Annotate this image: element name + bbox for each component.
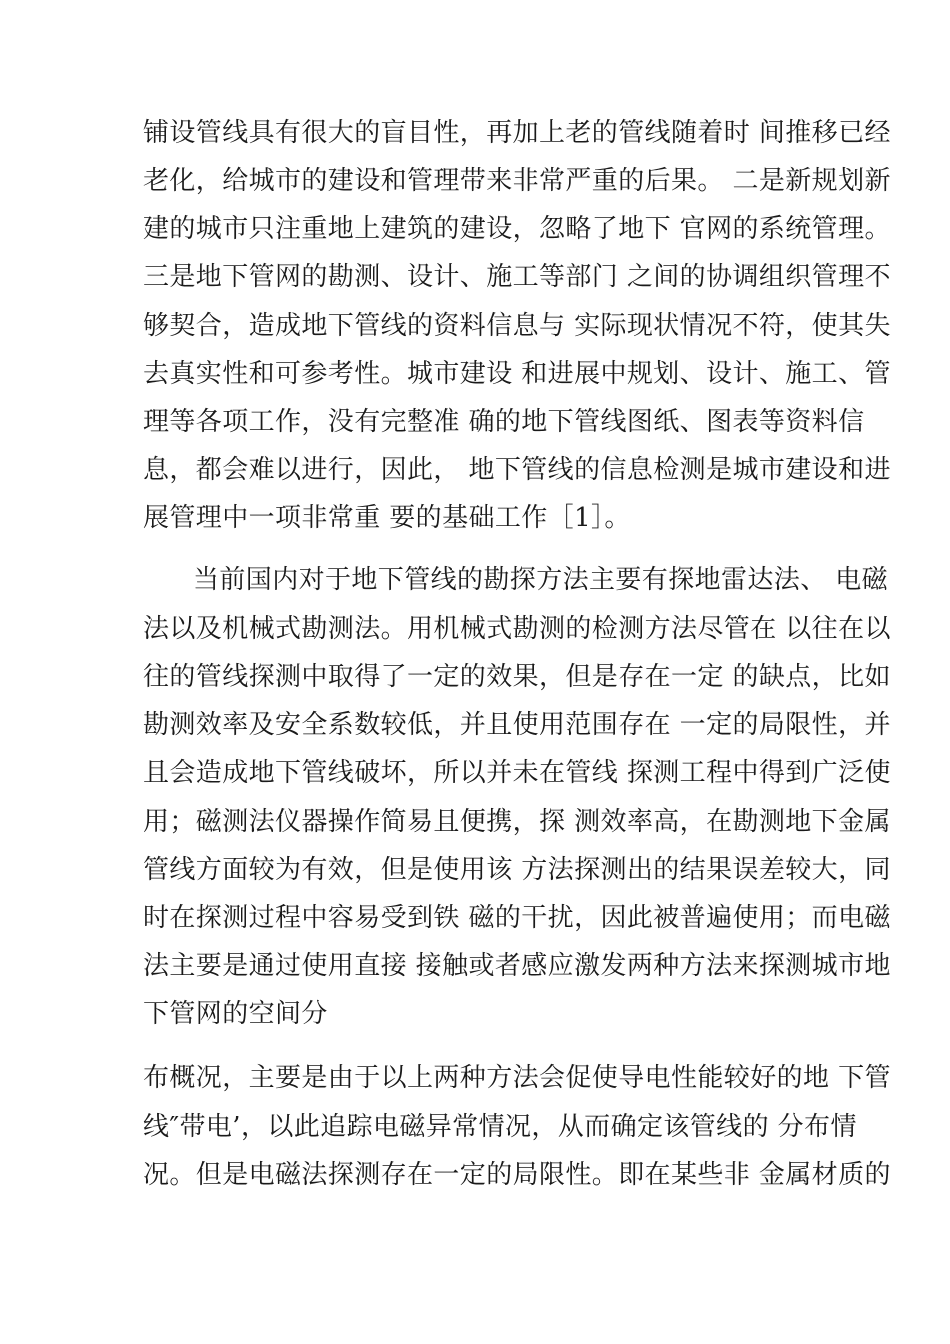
text-line: 往的管线探测中取得了一定的效果，但是存在一定 的缺点，比如 bbox=[143, 662, 891, 692]
paragraph-first-line: 当前国内对于地下管线的勘探方法主要有探地雷达法、 电磁 bbox=[193, 565, 889, 595]
text-line: 老化，给城市的建设和管理带来非常严重的后果。 二是新规划新 bbox=[143, 166, 891, 196]
text-line: 理等各项工作，没有完整准 确的地下管线图纸、图表等资料信 bbox=[143, 407, 865, 437]
text-line: 建的城市只注重地上建筑的建设，忽略了地下 官网的系统管理。 bbox=[143, 214, 891, 244]
text-line: 且会造成地下管线破坏，所以并未在管线 探测工程中得到广泛使 bbox=[143, 758, 891, 788]
text-line: 展管理中一项非常重 要的基础工作［1］。 bbox=[143, 503, 631, 533]
text-line: 够契合，造成地下管线的资料信息与 实际现状情况不符，使其失 bbox=[143, 311, 891, 341]
text-line: 况。但是电磁法探测存在一定的局限性。即在某些非 金属材质的 bbox=[143, 1160, 891, 1190]
text-line: 勘测效率及安全系数较低，并且使用范围存在 一定的局限性，并 bbox=[143, 710, 891, 740]
text-line: 法主要是通过使用直接 接触或者感应激发两种方法来探测城市地 bbox=[143, 951, 891, 981]
text-line: 时在探测过程中容易受到铁 磁的干扰，因此被普遍使用；而电磁 bbox=[143, 903, 891, 933]
text-line: 法以及机械式勘测法。用机械式勘测的检测方法尽管在 以往在以 bbox=[143, 614, 891, 644]
text-line: 去真实性和可参考性。城市建设 和进展中规划、设计、施工、管 bbox=[143, 359, 891, 389]
text-line: 息，都会难以进行，因此， 地下管线的信息检测是城市建设和进 bbox=[143, 455, 891, 485]
text-line: 用；磁测法仪器操作简易且便携，探 测效率高，在勘测地下金属 bbox=[143, 807, 891, 837]
text-line: 布概况，主要是由于以上两种方法会促使导电性能较好的地 下管 bbox=[143, 1063, 891, 1093]
text-line: 线″带电’，以此追踪电磁异常情况，从而确定该管线的 分布情 bbox=[143, 1112, 857, 1142]
text-line: 下管网的空间分 bbox=[143, 999, 328, 1029]
text-line: 三是地下管网的勘测、设计、施工等部门 之间的协调组织管理不 bbox=[143, 262, 891, 292]
text-line: 管线方面较为有效，但是使用该 方法探测出的结果误差较大，同 bbox=[143, 855, 891, 885]
text-line: 铺设管线具有很大的盲目性，再加上老的管线随着时 间推移已经 bbox=[143, 118, 891, 148]
